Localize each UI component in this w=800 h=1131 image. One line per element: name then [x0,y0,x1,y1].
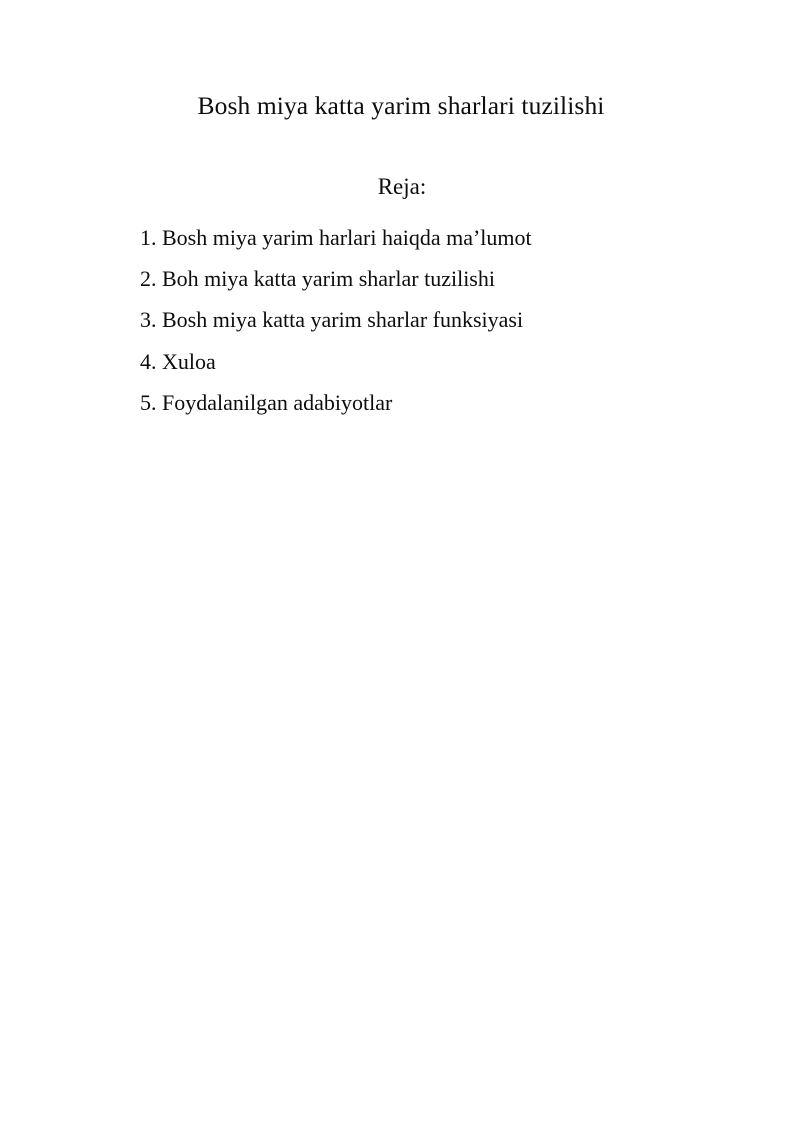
plan-list [140,227,700,414]
list-item: 3. Bosh miya katta yarim sharlar funksiyasi [140,307,524,333]
list-item: 1. Bosh miya yarim harlari haiqda ma’lumot [140,225,532,250]
list-item: 4. Xuloa [140,348,216,374]
page-title: Bosh miya katta yarim sharlari tuzilishi [197,91,605,121]
list-item: 2. Boh miya katta yarim sharlar tuzilishi [140,266,495,292]
plan-heading: Reja: [377,174,427,199]
list-item: 5. Foydalanilgan adabiyotlar [140,389,393,415]
